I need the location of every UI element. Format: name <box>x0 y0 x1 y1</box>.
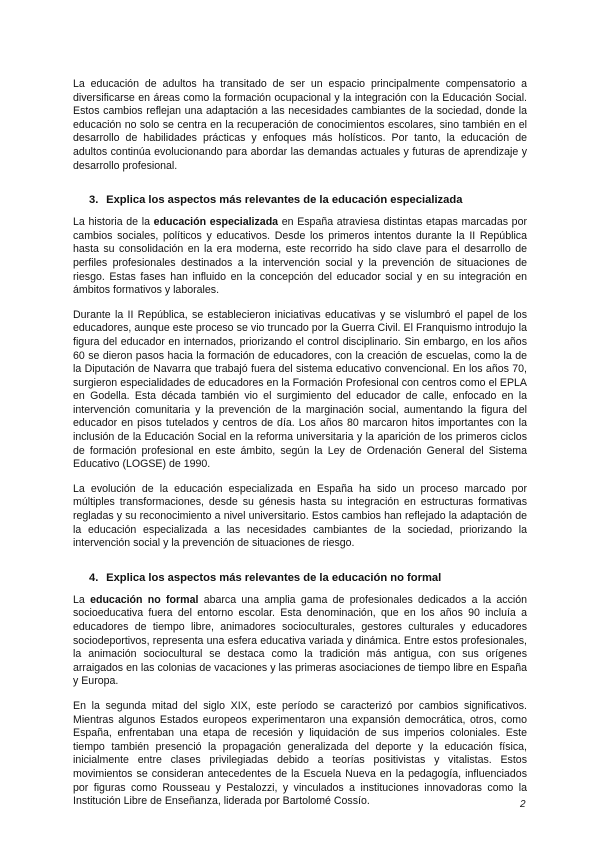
section-3-heading <box>73 193 527 207</box>
section-3-paragraph-2: Durante la II República, se establecieron iniciativas educativas y se vislumbró el papel de los educadores, aunque este proceso se vio truncado por la Guerra Civil. El Franquismo introdujo la figura del educador en internados, priorizando el control disciplinario. Sin embargo, en los años 60 se dieron pasos hacia la formación de educadores, con la creación de escuelas, como la de la Diputación de Navarra que trabajó fuera del sistema educativo convencional. En los años 70, surgieron especialidades de educadores en la Formación Profesional con centros como el EPLA en Godella. Esta década también vio el surgimiento del educador de calle, enfocado en la intervención comunitaria y la prevención de la marginación social, aumentando la figura del educador en pisos tutelados y centros de día. Los años 80 marcaron hitos importantes con la inclusión de la Educación Social en la reforma universitaria y la aparición de los primeros ciclos de formación profesional en este ámbito, según la Ley de Ordenación General del Sistema Educativo (LOGSE) de 1990. <box>73 308 527 471</box>
s4p1-post: abarca una amplia gama de profesionales dedicados a la acción socioeducativa fuera del entorno escolar. Esta denominación, que en los años 90 incluía a educadores de tiempo libre, animadores socioculturales, gestores culturales y educadores sociodeportivos, representa una esfera educativa variada y dinámica. Entre estos profesionales, la animación sociocultural se destaca como la tradición más antigua, con sus orígenes arraigados en las colonias de vacaciones y las primeras asociaciones de tiempo libre en España y Europa. <box>73 593 528 688</box>
document-page <box>73 78 527 820</box>
s3p1-pre: La historia de la <box>73 216 154 229</box>
s4p1-pre: La <box>73 593 91 606</box>
s4p1-bold: educación no formal <box>90 593 199 606</box>
section-4-title: Explica los aspectos más relevantes de la educación no formal <box>106 571 442 584</box>
section-4-paragraph-2: En la segunda mitad del siglo XIX, este período se caracterizó por cambios significativos. Mientras algunos Estados europeos experimentaron una expansión democrática, otros, como España, enfrentaban una etapa de recesión y liquidación de sus imperios coloniales. Este tiempo también presenció la propagación generalizada del deporte y la educación física, inicialmente entre clases privilegiadas debido a teorías positivistas y vitalistas. Estos movimientos se consideran antecedentes de la Escuela Nueva en la pedagogía, influenciados por figuras como Rousseau y Pestalozzi, y vinculados a instituciones innovadoras como la Institución Libre de Enseñanza, liderada por Bartolomé Cossío. <box>73 699 527 808</box>
section-3-title: Explica los aspectos más relevantes de la educación especializada <box>106 194 463 207</box>
s3p1-bold: educación especializada <box>153 216 279 229</box>
section-4-number: 4. <box>89 571 99 584</box>
section-3-paragraph-1 <box>73 216 527 298</box>
s3p1-post: en España atraviesa distintas etapas marcadas por cambios sociales, políticos y educativos. Desde los primeros intentos durante la II República hasta su consolidación en la era moderna, este recorrido ha sido clave para el desarrollo de perfiles profesionales destinados a la intervención social y la prevención de situaciones de riesgo. Estas fases han influido en la concepción del educador social y en su integración en ámbitos formativos y laborales. <box>73 216 527 297</box>
section-3-paragraph-3: La evolución de la educación especializada en España ha sido un proceso marcado por múltiples transformaciones, desde su génesis hasta su integración en estructuras formativas regladas y su reconocimiento a nivel universitario. Estos cambios han reflejado la adaptación de la educación especializada a las necesidades cambiantes de la sociedad, priorizando la intervención social y la prevención de situaciones de riesgo. <box>73 482 527 550</box>
intro-paragraph: La educación de adultos ha transitado de ser un espacio principalmente compensatorio a diversificarse en áreas como la formación ocupacional y la integración con la Educación Social. Estos cambios reflejan una adaptación a las necesidades cambiantes de la sociedad, donde la educación no solo se centra en la recuperación de conocimientos escolares, sino también en el desarrollo de habilidades prácticas y enfoques más holísticos. Por tanto, la educación de adultos continúa evolucionando para abordar las demandas actuales y futuras de aprendizaje y desarrollo profesional. <box>73 78 527 172</box>
section-3-number: 3. <box>89 194 99 207</box>
section-4-paragraph-1 <box>73 594 527 689</box>
page-number: 2 <box>520 799 526 810</box>
section-4-heading <box>73 571 527 585</box>
